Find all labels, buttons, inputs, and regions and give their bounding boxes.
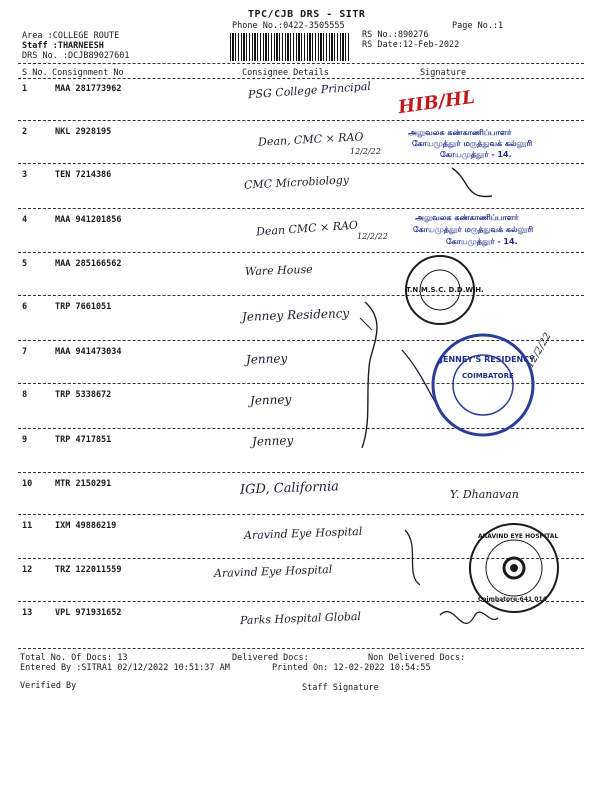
row-consignment: TRP 4717851 <box>55 435 112 445</box>
row-sno: 8 <box>22 390 28 400</box>
consignee-handwriting: Parks Hospital Global <box>239 609 362 628</box>
signature-date: 12/2/22 <box>350 147 381 156</box>
row-sno: 6 <box>22 302 28 312</box>
residency-round-stamp <box>428 330 538 440</box>
consignee-handwriting: Jenney <box>245 351 288 367</box>
row-consignment: MAA 285166562 <box>55 259 122 269</box>
non-delivered-docs: Non Delivered Docs: <box>368 653 466 663</box>
consignee-handwriting: Aravind Eye Hospital <box>243 524 363 543</box>
consignee-handwriting: Dean CMC × RAO <box>255 218 359 239</box>
col-header-consignment: Consignment No <box>52 68 124 78</box>
row-sno: 12 <box>22 565 33 575</box>
consignee-handwriting: Ware House <box>244 262 313 279</box>
row-sno: 11 <box>22 521 33 531</box>
consignee-handwriting: Jenney <box>249 392 292 408</box>
row-consignment: TEN 7214386 <box>55 170 112 180</box>
total-docs: Total No. Of Docs: 13 <box>20 653 128 663</box>
residency-stamp-city: COIMBATORE <box>462 372 514 380</box>
aravind-stamp-text: ARAVIND EYE HOSPITAL <box>478 533 559 540</box>
row-sno: 5 <box>22 259 28 269</box>
sheet-title: TPC/CJB DRS - SITR <box>248 9 366 20</box>
row-sno: 10 <box>22 479 33 489</box>
signature-initials: HIB/HL <box>396 86 476 119</box>
row-consignment: TRZ 122011559 <box>55 565 122 575</box>
aravind-stamp-city: Coimbatore-641 014 <box>478 596 547 603</box>
delivery-run-sheet: TPC/CJB DRS - SITR Phone No.:0422-3505555 Page No.:1 Area :COLLEGE ROUTE Staff :THARNEESH DRS No. :DCJB89027601 RS No.:890276 RS Date:12-Feb-2022 S No. Consignment No Consignee Details Signature 1 MAA 281773962 2 NKL 2928195 3 TEN 7214386 4 MAA 941201856 5 MAA 285166562 6 TRP 7661051 7 MAA 941473034 8 TRP 5338672 9 TRP 4717851 10 MTR 2150291 11 IXM 49886219 12 TRZ 122011559 13 VPL 971931652 PSG College Principal Dean, CMC × RAO CMC Microbiology Dean CMC × RAO Ware House Jenney Residency Jenney Jenney Jenney IGD, California Aravind Eye Hospital Aravind Eye Hospital Parks Hospital Global HIB/HL 12/2/22 12/2/22 12/2/22 Y. Dhanavan அலுவலக கண்காணிப்பாளர் கோயமுத்தூர் மருத்துவக் கல்லூரி கோயமுத்தூர் - 14. அலுவலக கண்காணிப்பாளர் கோயமுத்தூர் மருத்துவக் கல்லூரி கோயமுத்தூர் - 14. T.N.M.S.C. D.D.W.H. JENNEY'S RESIDENCY COIMBATORE ARAVIND EYE HOSPITAL Coimbatore-641 014 Total No. Of Docs: 13 Delivered Docs: Non Delivered Docs: Entered By :SITRA1 02/12/2022 10:51:37 AM Printed On: 12-02-2022 10:54:55 Verified By Staff Signature <box>0 0 600 800</box>
consignee-handwriting: CMC Microbiology <box>243 173 350 192</box>
col-header-consignee: Consignee Details <box>242 68 329 78</box>
phone-number: Phone No.:0422-3505555 <box>232 21 345 31</box>
row-sno: 9 <box>22 435 28 445</box>
consignee-handwriting: Dean, CMC × RAO <box>257 130 364 149</box>
area: Area :COLLEGE ROUTE <box>22 31 120 41</box>
consignee-handwriting: Aravind Eye Hospital <box>213 562 333 581</box>
consignee-handwriting: PSG College Principal <box>247 79 372 102</box>
row-consignment: VPL 971931652 <box>55 608 122 618</box>
row-consignment: MAA 941201856 <box>55 215 122 225</box>
row-consignment: MAA 941473034 <box>55 347 122 357</box>
row-sno: 3 <box>22 170 28 180</box>
row-consignment: IXM 49886219 <box>55 521 117 531</box>
delivered-docs: Delivered Docs: <box>232 653 309 663</box>
rs-date: RS Date:12-Feb-2022 <box>362 40 460 50</box>
entered-by: Entered By :SITRA1 02/12/2022 10:51:37 AM <box>20 663 230 673</box>
consignee-handwriting: Jenney Residency <box>241 306 350 324</box>
signature-date: 12/2/22 <box>524 331 554 370</box>
col-header-signature: Signature <box>420 68 467 78</box>
row-consignment: MAA 281773962 <box>55 84 122 94</box>
consignee-handwriting: IGD, California <box>239 479 340 498</box>
staff: Staff :THARNEESH <box>22 41 104 51</box>
row-consignment: TRP 5338672 <box>55 390 112 400</box>
consignee-handwriting: Jenney <box>251 433 294 449</box>
residency-stamp-text: JENNEY'S RESIDENCY <box>440 355 535 364</box>
row-consignment: MTR 2150291 <box>55 479 112 489</box>
row-sno: 2 <box>22 127 28 137</box>
signature-date: 12/2/22 <box>357 232 388 241</box>
page-number: Page No.:1 <box>452 21 504 31</box>
rs-number: RS No.:890276 <box>362 30 429 40</box>
row-consignment: TRP 7661051 <box>55 302 112 312</box>
row-sno: 1 <box>22 84 28 94</box>
row-sno: 7 <box>22 347 28 357</box>
signature-name: Y. Dhanavan <box>450 488 519 501</box>
staff-signature: Staff Signature <box>302 683 379 693</box>
row-sno: 4 <box>22 215 28 225</box>
verified-by: Verified By <box>20 681 77 691</box>
tnmsc-stamp-text: T.N.M.S.C. D.D.W.H. <box>406 286 484 294</box>
printed-on: Printed On: 12-02-2022 10:54:55 <box>272 663 431 673</box>
row-sno: 13 <box>22 608 33 618</box>
drs-number: DRS No. :DCJB89027601 <box>22 51 130 61</box>
row-consignment: NKL 2928195 <box>55 127 112 137</box>
col-header-sno: S No. <box>22 68 48 78</box>
